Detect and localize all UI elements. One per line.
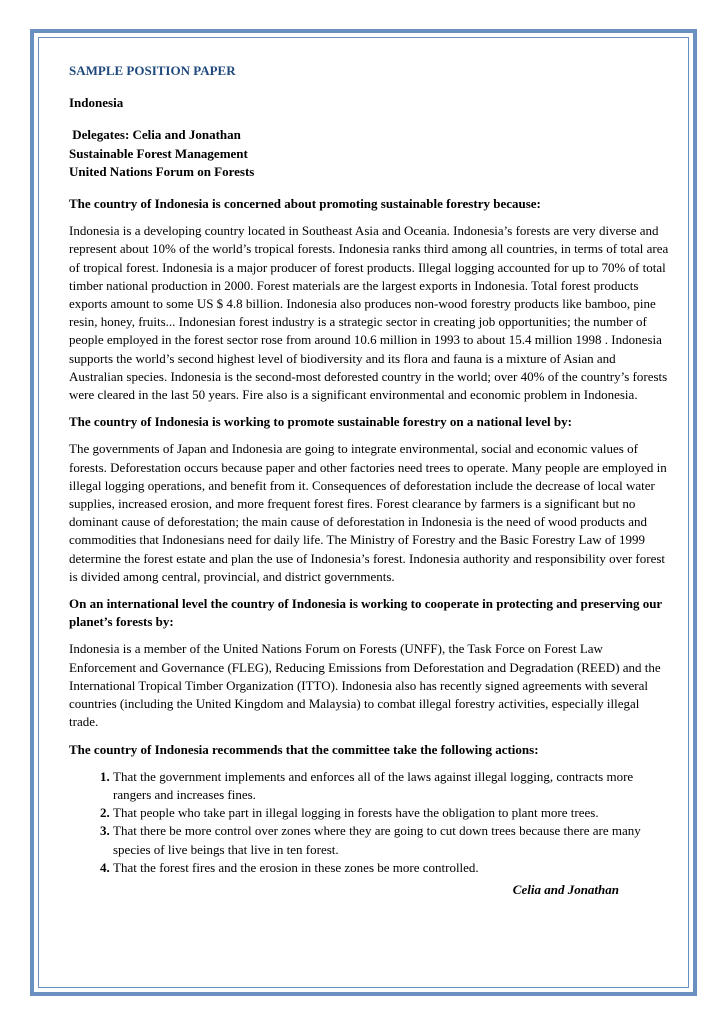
section-heading-national: The country of Indonesia is working to promote sustainable forestry on a national level by: [69, 414, 572, 430]
position-paper [69, 62, 669, 899]
section-body-national: The governments of Japan and Indonesia are going to integrate environmental, social and economic values of forests. Deforestation occurs because paper and other factories need trees to operate. Many people are employed in illegal logging operations, and benefit from it. Consequences of deforestation include the decrease of local water supplies, increased erosion, and more frequent forest fires. Forest clearance by farmers is a significant but no dominant cause of deforestation; the main cause of deforestation in Indonesia is the need of wood products and commodities that Indonesians need for daily life. The Ministry of Forestry and the Basic Forestry Law of 1999 determine the forest estate and plan the use of Indonesia’s forest. Indonesia authority and responsibility over forest is divided among central, provincial, and district governments. [69, 441, 667, 584]
header-block [69, 126, 669, 181]
paper-title: SAMPLE POSITION PAPER [69, 63, 236, 78]
section-body-concern: Indonesia is a developing country located in Southeast Asia and Oceania. Indonesia’s forests are very diverse and represent about 10% of the world’s tropical forests. Indonesia ranks third among all countries, in terms of total area of tropical forest. Indonesia is a major producer of forest products. Illegal logging accounted for up to 70% of total timber national production in 2000. Forest materials are the largest exports in Indonesia. Total forest products exports amount to some US $ 4.8 billion. Indonesia also produces non-wood forestry products like bamboo, pine resin, honey, fruits... Indonesian forest industry is a strategic sector in creating job opportunities; the number of people employed in the forest sector rose from around 10.6 million in 1993 to about 15.4 million 1998 . Indonesia supports the world’s second highest level of biodiversity and its flora and fauna is a mixture of Asian and Australian species. Indonesia is the second-most deforested country in the world; over 40% of the country’s forests were cleared in the last 50 years. Fire also is a significant environmental and economic problem in Indonesia. [69, 223, 669, 403]
section-heading-concern: The country of Indonesia is concerned about promoting sustainable forestry because: [69, 196, 541, 212]
list-item: 4. That the forest fires and the erosion in these zones be more controlled. [113, 859, 669, 877]
delegates-line: Delegates: Celia and Jonathan [72, 127, 241, 143]
list-item: 2. That people who take part in illegal logging in forests have the obligation to plant more trees. [113, 804, 669, 822]
section-heading-international: On an international level the country of Indonesia is working to cooperate in protecting and preserving our planet’s forests by: [69, 596, 662, 630]
topic-line: Sustainable Forest Management [69, 145, 248, 161]
actions-list [69, 768, 669, 877]
section-body-international: Indonesia is a member of the United Nations Forum on Forests (UNFF), the Task Force on Forest Law Enforcement and Governance (FLEG), Reducing Emissions from Deforestation and Degradation (REED) and the International Tropical Timber Organization (ITTO). Indonesia also has recently signed agreements with several countries (including the United Kingdom and Malaysia) to combat illegal forestry activities, especially illegal trade. [69, 641, 661, 730]
list-item: 1. That the government implements and enforces all of the laws against illegal logging, contracts more rangers and increases fines. [113, 768, 669, 804]
recommend-heading: The country of Indonesia recommends that the committee take the following actions: [69, 741, 539, 757]
country-name: Indonesia [69, 95, 124, 111]
committee-line: United Nations Forum on Forests [69, 163, 255, 179]
signature: Celia and Jonathan [512, 881, 619, 897]
list-item: 3. That there be more control over zones where they are going to cut down trees because there are many species of live beings that live in ten forest. [113, 822, 669, 858]
